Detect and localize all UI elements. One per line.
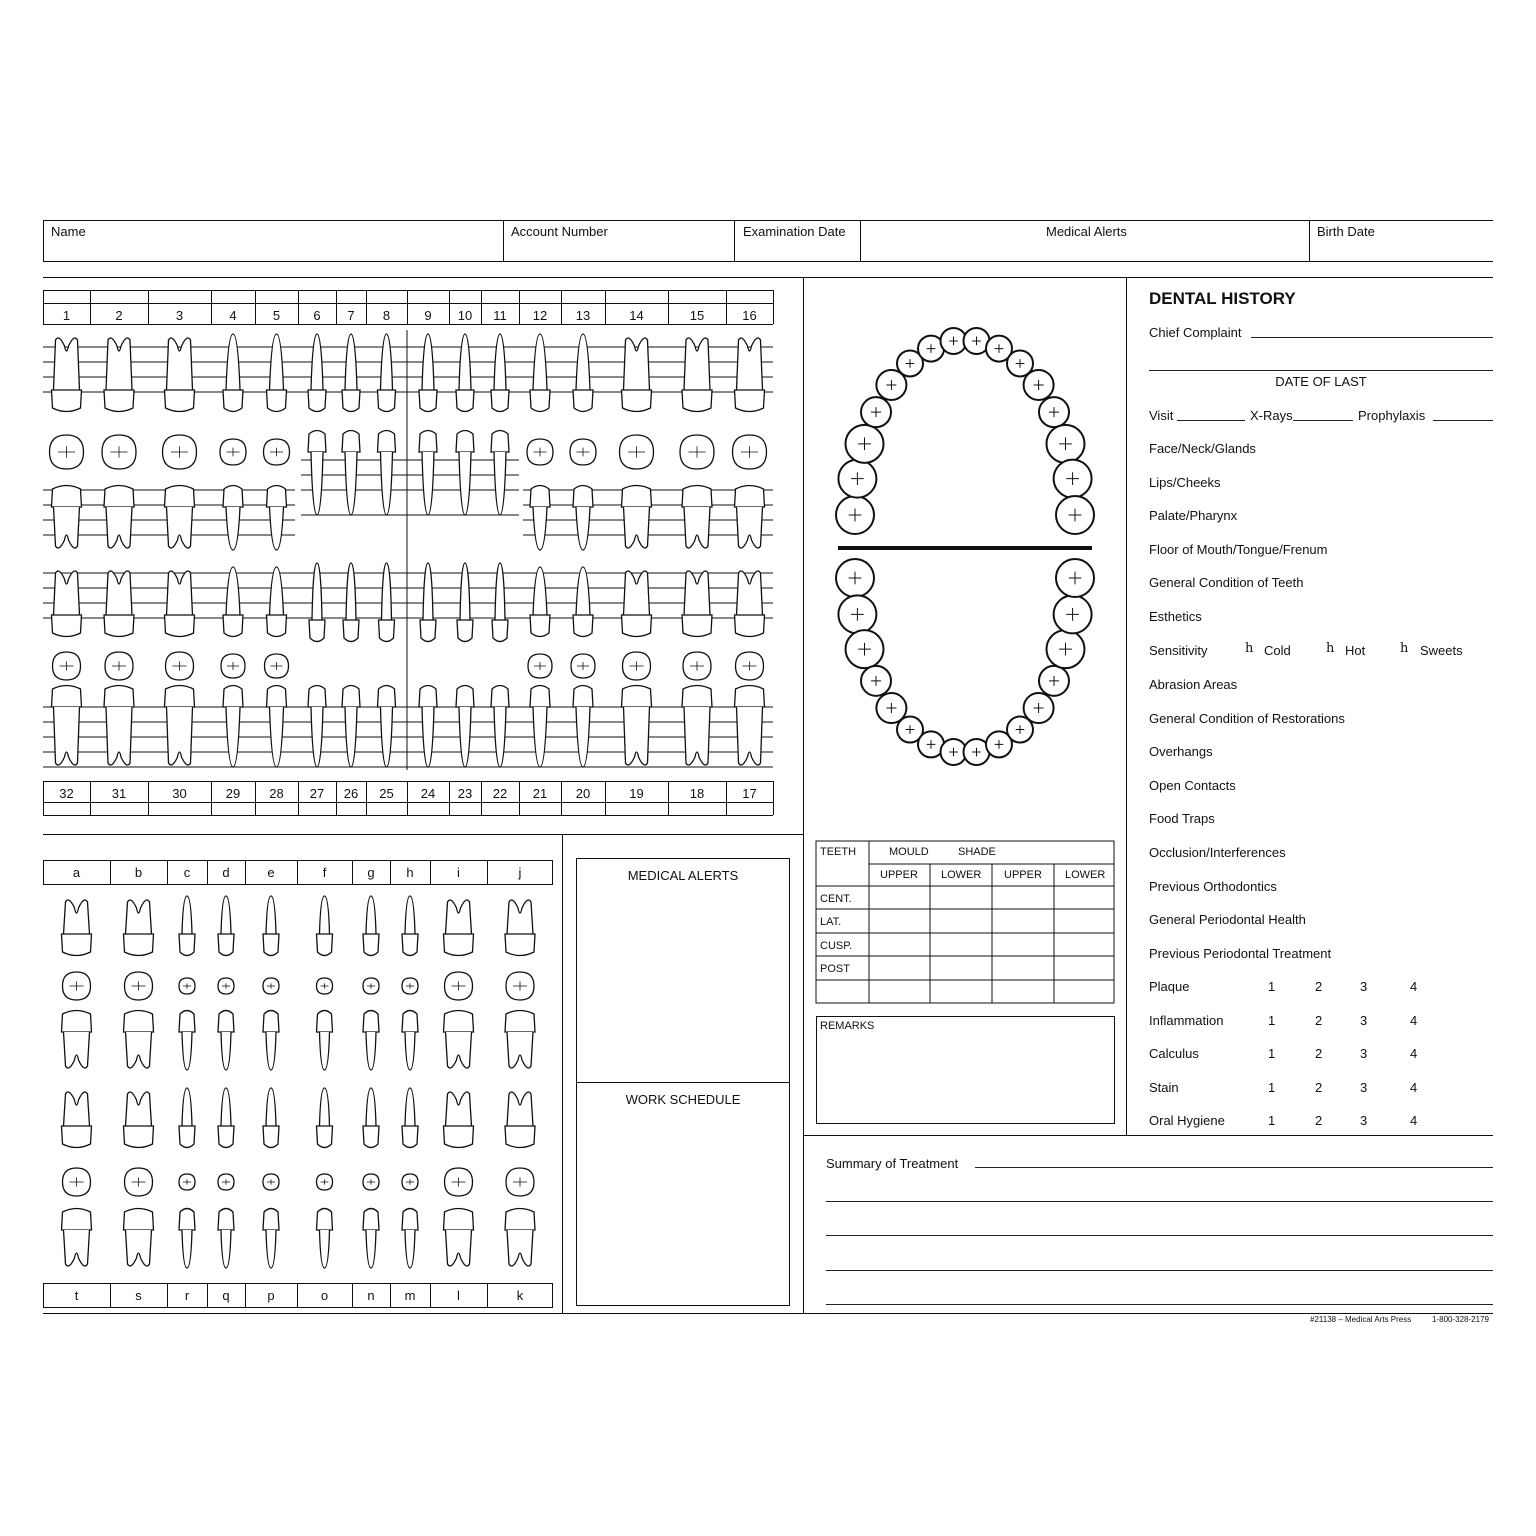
phone-number: 1-800-328-2179 (1432, 1315, 1489, 1324)
shade-subhead: LOWER (1065, 869, 1106, 881)
summary-top-rule (803, 1135, 1493, 1136)
primary-tooth-letter[interactable]: h (406, 865, 414, 880)
header-divider (503, 220, 504, 262)
main-top-rule (43, 277, 1493, 278)
history-field-label: Floor of Mouth/Tongue/Frenum (1149, 541, 1328, 557)
scale-label: Plaque (1149, 979, 1190, 994)
summary-line[interactable] (975, 1167, 1493, 1168)
tooth-number[interactable]: 15 (689, 308, 705, 323)
sweets-checkbox[interactable]: h (1400, 641, 1409, 656)
scale-value[interactable]: 4 (1410, 1079, 1418, 1095)
header-divider (43, 220, 44, 262)
tooth-number[interactable]: 22 (492, 786, 508, 801)
scale-label: Calculus (1149, 1046, 1199, 1062)
header-top-rule (43, 220, 1493, 221)
shade-teeth-header: TEETH (820, 846, 857, 858)
tooth-number[interactable]: 13 (575, 308, 591, 323)
primary-tooth-letter[interactable]: r (184, 1288, 190, 1303)
tooth-number[interactable]: 21 (532, 786, 548, 801)
tooth-number[interactable]: 25 (379, 786, 394, 801)
tooth-number[interactable]: 29 (225, 786, 241, 801)
header-divider (734, 220, 735, 262)
tooth-number[interactable]: 11 (493, 308, 507, 323)
primary-tooth-letter[interactable]: f (322, 865, 327, 880)
shade-row-label: CUSP. (820, 940, 853, 952)
scale-value[interactable]: 1 (1268, 979, 1276, 994)
header-bottom-rule (43, 261, 1493, 262)
prophylaxis-label: Prophylaxis (1358, 408, 1426, 423)
birth-date-field-label[interactable]: Birth Date (1317, 224, 1375, 239)
number-row-divider (773, 290, 774, 324)
tooth-number[interactable]: 6 (313, 308, 321, 323)
tooth-number[interactable]: 7 (347, 308, 355, 323)
primary-tooth-chart[interactable] (43, 890, 553, 1280)
main-vertical-divider (803, 277, 804, 1313)
history-field-label: General Condition of Teeth (1149, 575, 1304, 591)
tooth-number[interactable]: 31 (111, 786, 127, 801)
dental-history-title: DENTAL HISTORY (1149, 289, 1296, 308)
xrays-line[interactable] (1293, 420, 1353, 421)
scale-label: Stain (1149, 1079, 1179, 1095)
primary-tooth-letter[interactable]: t (74, 1288, 79, 1303)
summary-line[interactable] (826, 1270, 1493, 1271)
history-field-label: Esthetics (1149, 609, 1202, 624)
tooth-number[interactable]: 24 (420, 786, 436, 801)
header-divider (1309, 220, 1310, 262)
summary-of-treatment-label: Summary of Treatment (826, 1156, 959, 1171)
scale-value[interactable]: 4 (1410, 979, 1418, 994)
primary-tooth-letter[interactable]: s (135, 1288, 142, 1303)
chief-complaint-line-2[interactable] (1149, 370, 1493, 371)
scale-value[interactable]: 2 (1315, 1113, 1323, 1129)
scale-value[interactable]: 3 (1360, 1046, 1368, 1062)
primary-tooth-letter[interactable]: i (457, 865, 460, 880)
tooth-number[interactable]: 1 (62, 308, 71, 323)
scale-value[interactable]: 2 (1315, 1012, 1323, 1028)
form-number: #21138 – Medical Arts Press (1310, 1315, 1412, 1324)
tooth-number[interactable]: 23 (457, 786, 473, 801)
remarks-box[interactable] (816, 1016, 1115, 1124)
dental-arch-diagram[interactable] (830, 320, 1110, 800)
scale-value[interactable]: 3 (1360, 979, 1368, 994)
summary-line[interactable] (826, 1235, 1493, 1236)
alerts-schedule-divider (576, 1082, 790, 1083)
visit-label: Visit (1149, 408, 1174, 423)
tooth-number[interactable]: 5 (272, 308, 281, 323)
primary-tooth-letter[interactable]: q (222, 1288, 230, 1303)
history-field-label: Previous Orthodontics (1149, 878, 1277, 894)
tooth-number[interactable]: 26 (343, 786, 359, 801)
shade-subhead: UPPER (880, 869, 918, 881)
primary-tooth-letter[interactable]: a (72, 865, 81, 880)
primary-tooth-letter[interactable]: e (267, 865, 275, 880)
tooth-number[interactable]: 27 (309, 786, 325, 801)
shade-shade-header: SHADE (958, 846, 996, 858)
scale-value[interactable]: 3 (1360, 1012, 1368, 1028)
shade-row-label: POST (820, 963, 850, 975)
primary-tooth-letter[interactable]: o (320, 1288, 329, 1303)
primary-divider (562, 834, 563, 1313)
primary-tooth-letter[interactable]: g (367, 865, 375, 880)
scale-value[interactable]: 3 (1360, 1079, 1368, 1095)
history-field-label: Palate/Pharynx (1149, 508, 1238, 524)
chart-bottom-rule (43, 834, 803, 835)
chief-complaint-label: Chief Complaint (1149, 325, 1242, 340)
hot-label: Hot (1345, 643, 1366, 658)
tooth-number[interactable]: 4 (229, 308, 237, 323)
primary-tooth-letter[interactable]: n (367, 1288, 375, 1303)
summary-line[interactable] (826, 1201, 1493, 1202)
tooth-number[interactable]: 18 (689, 786, 705, 801)
tooth-number[interactable]: 9 (424, 308, 432, 323)
header-divider (860, 220, 861, 262)
shade-subhead: LOWER (941, 869, 982, 881)
tooth-number[interactable]: 32 (59, 786, 74, 801)
primary-tooth-letter[interactable]: d (222, 865, 230, 880)
medical-alerts-heading: MEDICAL ALERTS (627, 868, 739, 883)
shade-subhead: UPPER (1004, 869, 1042, 881)
tooth-number[interactable]: 12 (532, 308, 548, 323)
cold-checkbox[interactable]: h (1245, 641, 1254, 656)
shade-table-grid[interactable] (815, 840, 1117, 1006)
work-schedule-heading: WORK SCHEDULE (625, 1092, 741, 1107)
history-field-label: Lips/Cheeks (1149, 474, 1221, 490)
summary-line[interactable] (826, 1304, 1493, 1305)
history-field-label: General Periodontal Health (1149, 912, 1306, 928)
scale-value[interactable]: 2 (1315, 979, 1323, 994)
medical-alerts-field-label[interactable]: Medical Alerts (1046, 224, 1127, 239)
visit-line[interactable] (1177, 420, 1245, 421)
scale-value[interactable]: 1 (1268, 1046, 1276, 1062)
scale-value[interactable]: 2 (1315, 1079, 1323, 1095)
primary-tooth-letter[interactable]: j (518, 865, 522, 880)
scale-value[interactable]: 4 (1410, 1046, 1418, 1062)
scale-value[interactable]: 2 (1315, 1046, 1323, 1062)
tooth-number[interactable]: 20 (575, 786, 591, 801)
name-field-label[interactable]: Name (51, 224, 86, 239)
history-field-label: Previous Periodontal Treatment (1149, 945, 1332, 961)
number-row-divider (773, 781, 774, 815)
primary-tooth-letter[interactable]: b (134, 865, 143, 880)
primary-tooth-letter[interactable]: m (404, 1288, 416, 1303)
tooth-number[interactable]: 30 (172, 786, 187, 801)
scale-label: Inflammation (1149, 1012, 1224, 1028)
history-vertical-divider (1126, 277, 1127, 1135)
tooth-number[interactable]: 10 (457, 308, 473, 323)
date-of-last-heading: DATE OF LAST (1275, 374, 1367, 389)
history-field-label: Face/Neck/Glands (1149, 441, 1256, 456)
sweets-label: Sweets (1420, 643, 1463, 658)
number-row-rule (43, 324, 773, 325)
primary-tooth-letter[interactable]: c (183, 865, 191, 880)
history-field-label: Food Traps (1149, 811, 1215, 827)
primary-tooth-letter[interactable]: k (516, 1288, 524, 1303)
number-row-rule (43, 290, 773, 291)
scale-value[interactable]: 4 (1410, 1012, 1418, 1028)
number-row-rule (43, 303, 773, 304)
account-number-field-label[interactable]: Account Number (511, 224, 608, 239)
cold-label: Cold (1264, 643, 1291, 658)
scale-value[interactable]: 1 (1268, 1113, 1276, 1129)
prophylaxis-line[interactable] (1433, 420, 1493, 421)
tooth-number[interactable]: 3 (175, 308, 184, 323)
shade-row-label: CENT. (820, 893, 852, 905)
history-field-label: Open Contacts (1149, 777, 1236, 793)
tooth-number[interactable]: 16 (742, 308, 757, 323)
primary-tooth-letter[interactable]: p (267, 1288, 275, 1303)
scale-value[interactable]: 4 (1410, 1113, 1418, 1129)
number-row-rule (43, 781, 773, 782)
main-bottom-rule (43, 1313, 1493, 1314)
scale-value[interactable]: 1 (1268, 1012, 1276, 1028)
history-field-label: Overhangs (1149, 744, 1213, 760)
permanent-tooth-chart[interactable] (43, 330, 773, 780)
tooth-number[interactable]: 19 (629, 786, 644, 801)
shade-row-label: LAT. (820, 916, 842, 928)
remarks-label: REMARKS (820, 1020, 875, 1032)
tooth-number[interactable]: 8 (382, 308, 391, 323)
chief-complaint-line[interactable] (1251, 337, 1493, 338)
scale-value[interactable]: 3 (1360, 1113, 1368, 1129)
primary-tooth-letter[interactable]: l (457, 1288, 460, 1303)
shade-mould-header: MOULD (889, 846, 929, 858)
scale-value[interactable]: 1 (1268, 1079, 1276, 1095)
tooth-number[interactable]: 2 (115, 308, 123, 323)
sensitivity-label: Sensitivity (1149, 643, 1208, 658)
hot-checkbox[interactable]: h (1326, 641, 1335, 656)
tooth-number[interactable]: 17 (742, 786, 757, 801)
tooth-number[interactable]: 28 (269, 786, 284, 801)
number-row-rule (43, 802, 773, 803)
examination-date-field-label[interactable]: Examination Date (743, 224, 846, 239)
tooth-number[interactable]: 14 (629, 308, 644, 323)
history-field-label: Occlusion/Interferences (1149, 845, 1286, 860)
number-row-rule (43, 815, 773, 816)
xrays-label: X-Rays (1250, 408, 1293, 423)
history-field-label: General Condition of Restorations (1149, 710, 1345, 726)
scale-label: Oral Hygiene (1149, 1113, 1225, 1129)
history-field-label: Abrasion Areas (1149, 677, 1238, 692)
